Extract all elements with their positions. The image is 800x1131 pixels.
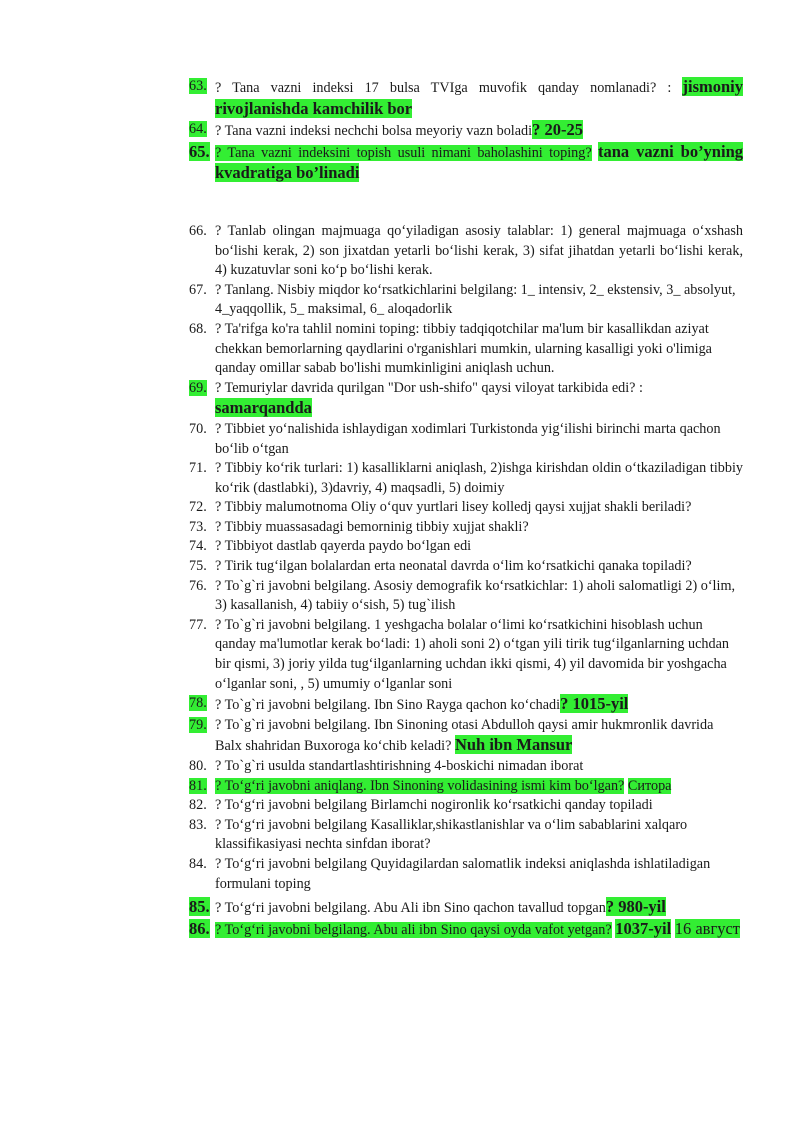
item-number: 68.: [189, 320, 207, 337]
item-number: 74.: [189, 538, 207, 555]
question-text: ? To‘g‘ri javobni belgilang Kasalliklar,shikastlanishlar va o‘lim sabablarini xalqaro klassifikasiyasi nechta sinfdan iborat?: [215, 816, 688, 853]
list-item: [189, 420, 743, 459]
answer-text: Ситора: [627, 777, 672, 794]
question-text: ? Tana vazni indeksini topish usuli nimani baholashini toping?: [215, 144, 592, 161]
list-item: [189, 120, 743, 142]
item-number: 79.: [189, 716, 207, 733]
answer-text: 1037-yil: [615, 918, 672, 938]
item-number: 77.: [189, 616, 207, 633]
item-number: 67.: [189, 281, 207, 298]
question-text: ? Temuriylar davrida qurilgan "Dor ush-shifo" qaysi viloyat tarkibida edi? :: [215, 379, 643, 396]
item-number: 73.: [189, 518, 207, 535]
list-item: [189, 757, 743, 777]
item-number: 76.: [189, 577, 207, 594]
list-item: [189, 498, 743, 518]
list-item: [189, 459, 743, 498]
question-text: ? Tana vazni indeksi 17 bulsa TVIga muvofik qanday nomlanadi? :: [215, 80, 672, 96]
list-item: [189, 518, 743, 538]
item-number: 72.: [189, 499, 207, 516]
question-text: ? To‘g‘ri javobni aniqlang. Ibn Sinoning volidasining ismi kim bo‘lgan?: [215, 777, 625, 794]
list-item: [189, 142, 743, 185]
list-item: [189, 537, 743, 557]
answer-text: jismoniy rivojlanishda kamchilik bor: [215, 77, 743, 118]
item-number: 63.: [189, 78, 207, 94]
list-item: [189, 320, 743, 379]
item-number: 78.: [189, 695, 207, 712]
item-number: 85.: [189, 897, 210, 917]
answer-text: Nuh ibn Mansur: [454, 735, 573, 755]
list-item: [189, 777, 743, 797]
item-number: 69.: [189, 379, 207, 396]
list-item: [189, 796, 743, 816]
question-text: ? Tibbiy muassasadagi bemorninig tibbiy xujjat shakli?: [215, 518, 529, 535]
question-text: ? Tanlab olingan majmuaga qo‘yiladigan asosiy talablar: 1) general majmuaga o‘xshash bo‘lishi kerak, 2) son jixatdan yetarli bo‘lishi kerak, 3) sifat jihatdan yetarli bo‘lishi kerak, 4) kuzatuvlar soni ko‘p bo‘lishi kerak.: [215, 222, 743, 279]
list-item: [189, 694, 743, 716]
list-item: [189, 716, 743, 757]
spacer: [189, 185, 743, 222]
question-text: ? To‘g‘ri javobni belgilang. Abu ali ibn Sino qaysi oyda vafot yetgan?: [215, 921, 612, 938]
item-number: 70.: [189, 420, 207, 437]
item-number: 81.: [189, 777, 207, 794]
list-item: [189, 222, 743, 281]
list-item: [189, 816, 743, 855]
question-text: ? Tibbiy ko‘rik turlari: 1) kasalliklarni aniqlash, 2)ishga kirishdan oldin o‘tkaziladigan tibbiy ko‘rik (dastlabki), 3)davriy, 4) maqsadli, 5) doimiy: [215, 460, 743, 496]
list-item: [189, 616, 743, 694]
list-item: [189, 577, 743, 616]
list-item: [189, 897, 743, 919]
question-text: ? Tanlang. Nisbiy miqdor ko‘rsatkichlarini belgilang: 1_ intensiv, 2_ ekstensiv, 3_ absolyut, 4_yaqqollik, 5_ maksimal, 6_ aloqadorlik: [215, 281, 736, 318]
list-item: [189, 855, 743, 894]
item-number: 82.: [189, 797, 207, 814]
question-text: ? To`g`ri javobni belgilang. Ibn Sino Rayga qachon ko‘chadi: [215, 697, 561, 714]
item-number: 84.: [189, 855, 207, 872]
question-text: ? Tibbiyot dastlab qayerda paydo bo‘lgan edi: [215, 538, 472, 555]
question-text: ? Tana vazni indeksi nechchi bolsa meyoriy vazn boladi: [215, 123, 533, 140]
answer-text: ? 980-yil: [605, 897, 666, 917]
item-number: 83.: [189, 816, 207, 833]
question-text: ? Tibbiy malumotnoma Oliy o‘quv yurtlari lisey kolledj qaysi xujjat shakli beriladi?: [215, 499, 692, 516]
answer-text: samarqandda: [215, 398, 312, 418]
question-text: ? To`g`ri javobni belgilang. Asosiy demografik ko‘rsatkichlar: 1) aholi salomatligi 2) o‘lim, 3) kasallanish, 4) tabiiy o‘sish, 5) tug`ilish: [215, 577, 736, 614]
item-number: 71.: [189, 460, 207, 477]
list-item: [189, 919, 743, 941]
question-text: ? To`g`ri usulda standartlashtirishning 4-boskichi nimadan iborat: [215, 758, 584, 774]
question-text: ? To‘g‘ri javobni belgilang. Abu Ali ibn Sino qachon tavallud topgan: [215, 900, 606, 917]
question-text: ? Tirik tug‘ilgan bolalardan erta neonatal davrda o‘lim ko‘rsatkichi qanaka topiladi?: [215, 558, 692, 575]
answer-text: ? 20-25: [532, 120, 583, 140]
item-number: 66.: [189, 222, 207, 239]
answer-text: ? 1015-yil: [560, 694, 629, 714]
item-number: 75.: [189, 558, 207, 575]
answer-text: tana vazni bo’yning kvadratiga bo’linadi: [215, 141, 743, 183]
list-item: [189, 281, 743, 320]
item-number: 80.: [189, 758, 207, 774]
question-text: ? To`g`ri javobni belgilang. Ibn Sinoning otasi Abdulloh qaysi amir hukmronlik davrida Balx shahridan Buxoroga ko‘chib keladi?: [215, 716, 714, 755]
question-list: [189, 77, 743, 940]
list-item: [189, 379, 743, 420]
item-number: 86.: [189, 918, 210, 938]
item-number: 64.: [189, 121, 207, 138]
question-text: ? To‘g‘ri javobni belgilang Quyidagilardan salomatlik indeksi aniqlashda ishlatiladigan formulani toping: [215, 855, 711, 892]
question-text: ? To`g`ri javobni belgilang. 1 yeshgacha bolalar o‘limi ko‘rsatkichini hisoblash uchun qanday ma'lumotlar kerak bo‘ladi: 1) aholi soni 2) o‘tgan yili tirik tug‘ilganlarning uchdan bir qismi, 3) joriy yilda tug‘ilganlarning uchdan ikki qismi, 4) yil davomida bir yoshgacha o‘lganlar soni, , 5) umumiy o‘lganlar soni: [215, 616, 729, 692]
answer-extra-text: 16 август: [674, 918, 741, 938]
list-item: [189, 557, 743, 577]
question-text: ? To‘g‘ri javobni belgilang Birlamchi nogironlik ko‘rsatkichi qanday topiladi: [215, 797, 653, 814]
question-text: ? Ta'rifga ko'ra tahlil nomini toping: tibbiy tadqiqotchilar ma'lum bir kasallikdan aziyat chekkan bemorlarning qaydlarini o'rganishlari mumkin, ularning kasalligi yoki o'limiga qanday omillar sabab bo'lishi mumkinligini aniqlash uchun.: [215, 320, 712, 377]
question-text: ? Tibbiet yo‘nalishida ishlaydigan xodimlari Turkistonda yig‘ilishi birinchi marta qachon bo‘lib o‘tgan: [215, 420, 721, 457]
list-item: [189, 77, 743, 120]
item-number: 65.: [189, 141, 210, 161]
